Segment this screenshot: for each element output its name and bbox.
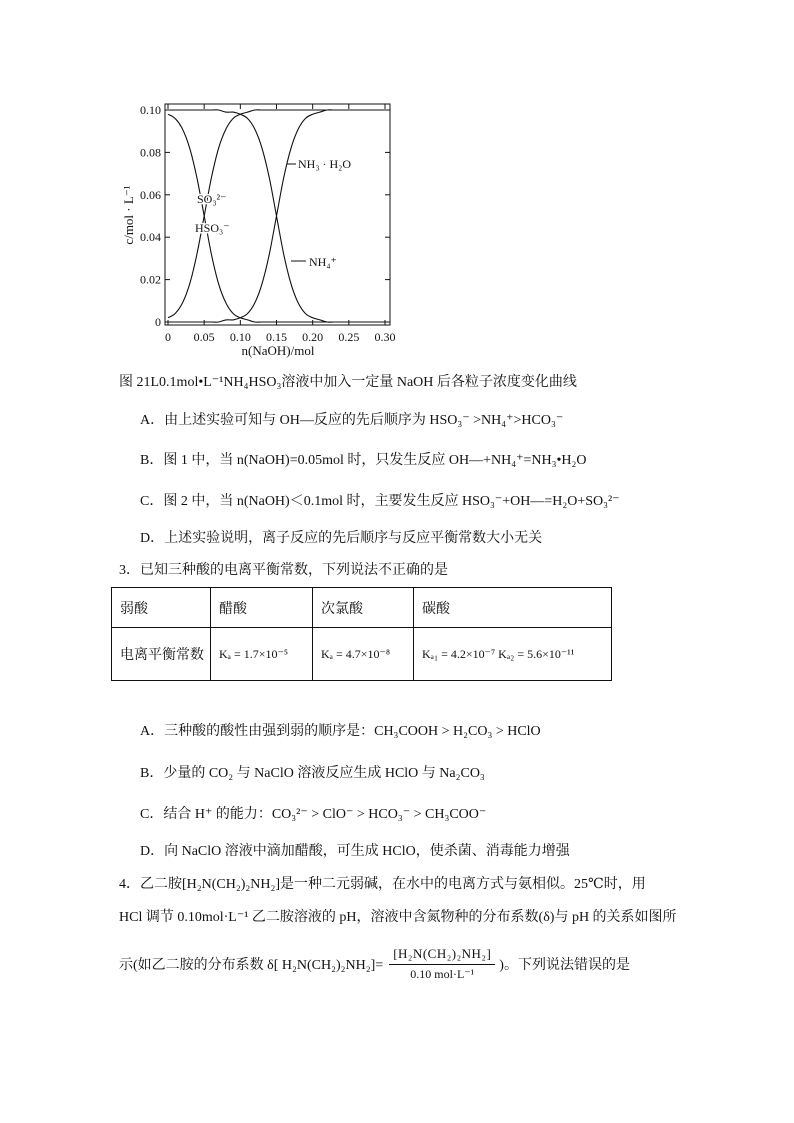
y-tick-label: 0.10 xyxy=(140,103,161,117)
q2-option-a[interactable]: A．由上述实验可知与 OH—反应的先后顺序为 HSO₃⁻ >NH₄⁺>HCO₃⁻ xyxy=(140,413,564,428)
x-axis-title: n(NaOH)/mol xyxy=(241,343,315,358)
q2-option-b[interactable]: B．图 1 中，当 n(NaOH)=0.05mol 时，只发生反应 OH—+NH₄⁺=NH₃•H₂O xyxy=(140,453,587,468)
x-tick-label: 0.15 xyxy=(266,330,287,344)
y-tick-label: 0.02 xyxy=(140,272,161,287)
q4-line-3-tail: )。下列说法错误的是 xyxy=(499,958,630,973)
curve-label-nh4: NH₄⁺ xyxy=(309,255,337,269)
distribution-fraction xyxy=(389,946,495,982)
q3-option-d[interactable]: D．向 NaClO 溶液中滴加醋酸，可生成 HClO，使杀菌、消毒能力增强 xyxy=(140,844,570,859)
fraction-denominator: 0.10 mol·L⁻¹ xyxy=(410,967,475,981)
table-header-cell: 次氯酸 xyxy=(313,588,414,628)
q4-stem-line-3 xyxy=(119,942,630,986)
x-tick-label: 0 xyxy=(165,330,171,344)
q3-stem: 3．已知三种酸的电离平衡常数，下列说法不正确的是 xyxy=(119,563,448,578)
table-cell: 电离平衡常数 xyxy=(112,628,211,681)
y-tick-label: 0 xyxy=(155,315,161,329)
table-row xyxy=(112,628,612,681)
x-tick-label: 0.20 xyxy=(302,330,324,344)
table-header-cell: 弱酸 xyxy=(112,588,211,628)
y-tick-label: 0.08 xyxy=(140,145,161,160)
y-tick-label: 0.04 xyxy=(140,230,161,245)
y-axis-title: c/mol · L⁻¹ xyxy=(121,185,136,245)
table-cell: Kₐ₁ = 4.2×10⁻⁷ Kₐ₂ = 5.6×10⁻¹¹ xyxy=(414,628,612,681)
table-cell: Kₐ = 1.7×10⁻⁵ xyxy=(211,628,313,681)
q4-stem-line-2: HCl 调节 0.10mol·L⁻¹ 乙二胺溶液的 pH，溶液中含氮物种的分布系数(δ)与 pH 的关系如图所 xyxy=(119,910,677,925)
q3-option-b[interactable]: B．少量的 CO₂ 与 NaClO 溶液反应生成 HClO 与 Na₂CO₃ xyxy=(140,766,485,781)
x-tick-label: 0.05 xyxy=(193,330,215,344)
q3-option-c[interactable]: C．结合 H⁺ 的能力：CO₃²⁻ > ClO⁻ > HCO₃⁻ > CH₃COO⁻ xyxy=(140,807,487,822)
q4-line-3-text: 示(如乙二胺的分布系数 δ[ H₂N(CH₂)₂NH₂]= xyxy=(119,958,384,973)
fraction-numerator: [H₂N(CH₂)₂NH₂] xyxy=(389,946,495,965)
table-header-cell: 醋酸 xyxy=(211,588,313,628)
concentration-chart xyxy=(0,0,794,370)
figure-caption: 图 21L0.1mol•L⁻¹NH₄HSO₃溶液中加入一定量 NaOH 后各粒子浓度变化曲线 xyxy=(119,375,577,390)
x-tick-label: 0.25 xyxy=(338,330,360,344)
table-cell: Kₐ = 4.7×10⁻⁸ xyxy=(313,628,414,681)
table-header-cell: 碳酸 xyxy=(414,588,612,628)
q2-option-c[interactable]: C．图 2 中，当 n(NaOH)＜0.1mol 时，主要发生反应 HSO₃⁻+OH—=H₂O+SO₃²⁻ xyxy=(140,494,620,509)
q3-option-a[interactable]: A．三种酸的酸性由强到弱的顺序是：CH₃COOH > H₂CO₃ > HClO xyxy=(140,724,541,739)
acid-constant-table xyxy=(111,587,612,681)
q4-stem-line-1: 4．乙二胺[H₂N(CH₂)₂NH₂]是一种二元弱碱，在水中的电离方式与氨相似。25℃时，用 xyxy=(119,877,646,892)
curve-label-nh3h2o: NH₃ · H₂O xyxy=(298,157,352,171)
curve-label-hso3: HSO₃⁻ xyxy=(195,221,230,235)
q2-option-d[interactable]: D．上述实验说明，离子反应的先后顺序与反应平衡常数大小无关 xyxy=(140,531,543,546)
series-line-nh4 xyxy=(168,110,385,322)
chart-curves xyxy=(168,110,385,322)
curve-label-so3: SO₃²⁻ xyxy=(197,192,227,206)
table-header-row xyxy=(112,588,612,628)
x-tick-label: 0.30 xyxy=(374,330,396,344)
x-tick-label: 0.10 xyxy=(229,330,251,344)
y-tick-label: 0.06 xyxy=(140,187,161,202)
plot-frame xyxy=(165,104,390,325)
axis-ticks xyxy=(140,103,396,344)
